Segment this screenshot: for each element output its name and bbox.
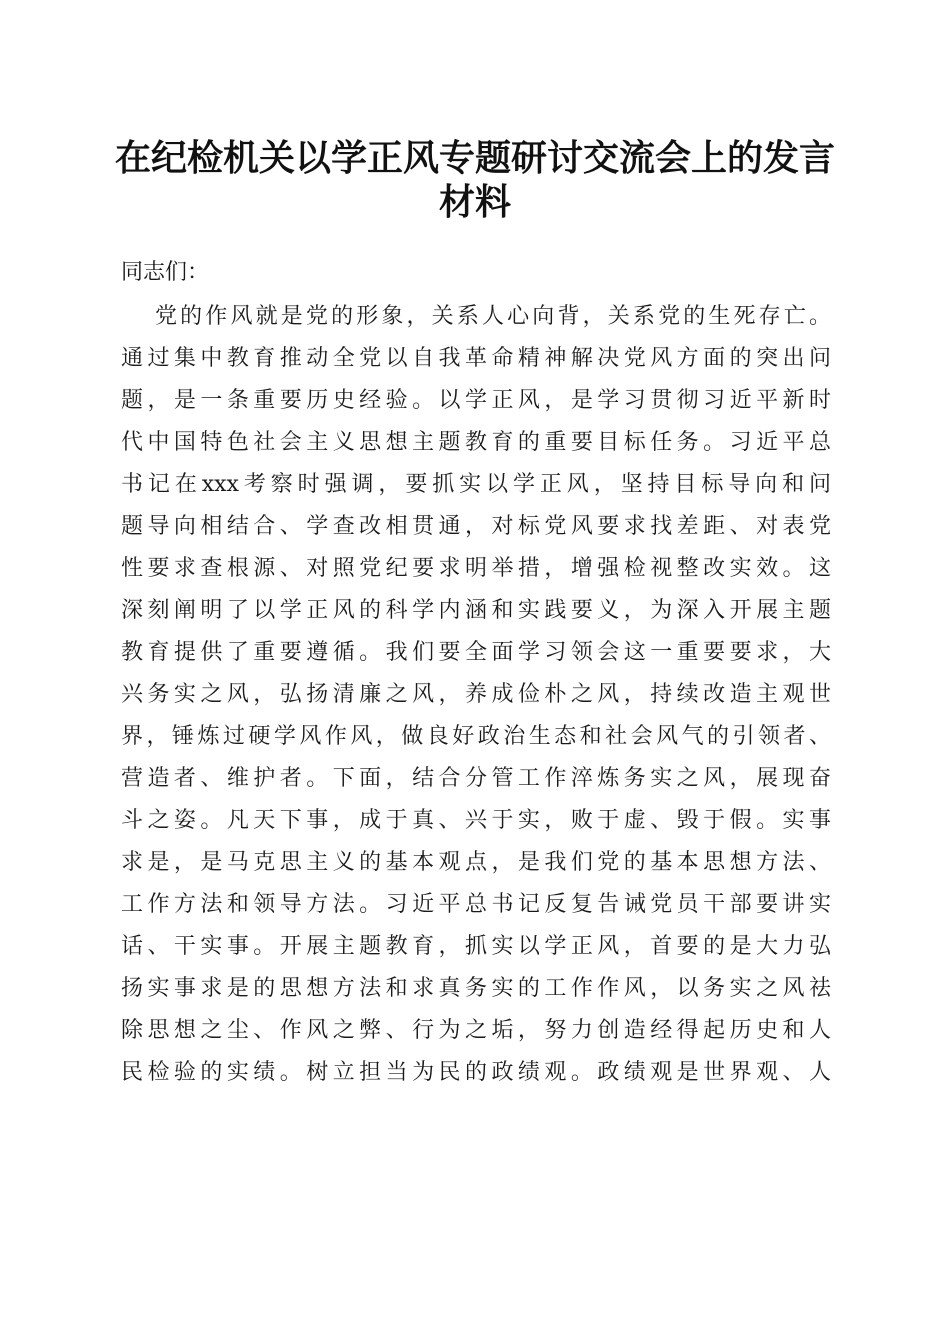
document-title: [100, 136, 850, 224]
paragraph-line: 扬实事求是的思想方法和求真务实的工作作风，以务实之风祛: [121, 976, 831, 1001]
paragraph-line: 话、干实事。开展主题教育，抓实以学正风，首要的是大力弘: [121, 934, 831, 959]
paragraph-line: 书记在xxx考察时强调，要抓实以学正风，坚持目标导向和问: [121, 472, 831, 497]
title-line-1: 在纪检机关以学正风专题研讨交流会上的发言: [114, 137, 835, 179]
paragraph-line: 营造者、维护者。下面，结合分管工作淬炼务实之风，展现奋: [121, 766, 831, 791]
paragraph-line: 题导向相结合、学查改相贯通，对标党风要求找差距、对表党: [121, 514, 831, 539]
paragraph-line: 通过集中教育推动全党以自我革命精神解决党风方面的突出问: [121, 346, 831, 371]
document-body: [121, 252, 831, 1094]
paragraph-line: 求是，是马克思主义的基本观点，是我们党的基本思想方法、: [121, 850, 831, 875]
title-line-2: 材料: [438, 181, 511, 223]
paragraph-line: 斗之姿。凡天下事，成于真、兴于实，败于虚、毁于假。实事: [121, 808, 831, 833]
paragraph-line: 界，锤炼过硬学风作风，做良好政治生态和社会风气的引领者、: [121, 724, 831, 749]
paragraph-line: 工作方法和领导方法。习近平总书记反复告诫党员干部要讲实: [121, 892, 831, 917]
salutation: 同志们：: [121, 260, 210, 285]
paragraph-line: 题，是一条重要历史经验。以学正风，是学习贯彻习近平新时: [121, 388, 831, 413]
paragraph-line: 除思想之尘、作风之弊、行为之垢，努力创造经得起历史和人: [121, 1018, 831, 1043]
paragraph-line: 教育提供了重要遵循。我们要全面学习领会这一重要要求，大: [121, 640, 831, 665]
paragraph-line: 代中国特色社会主义思想主题教育的重要目标任务。习近平总: [121, 430, 831, 455]
paragraph-line: 民检验的实绩。树立担当为民的政绩观。政绩观是世界观、人: [121, 1060, 831, 1085]
paragraph-line: 深刻阐明了以学正风的科学内涵和实践要义，为深入开展主题: [121, 598, 831, 623]
paragraph-line: 党的作风就是党的形象，关系人心向背，关系党的生死存亡。: [155, 304, 831, 329]
paragraph-line: 性要求查根源、对照党纪要求明举措，增强检视整改实效。这: [121, 556, 831, 581]
paragraph-line: 兴务实之风，弘扬清廉之风，养成俭朴之风，持续改造主观世: [121, 682, 831, 707]
